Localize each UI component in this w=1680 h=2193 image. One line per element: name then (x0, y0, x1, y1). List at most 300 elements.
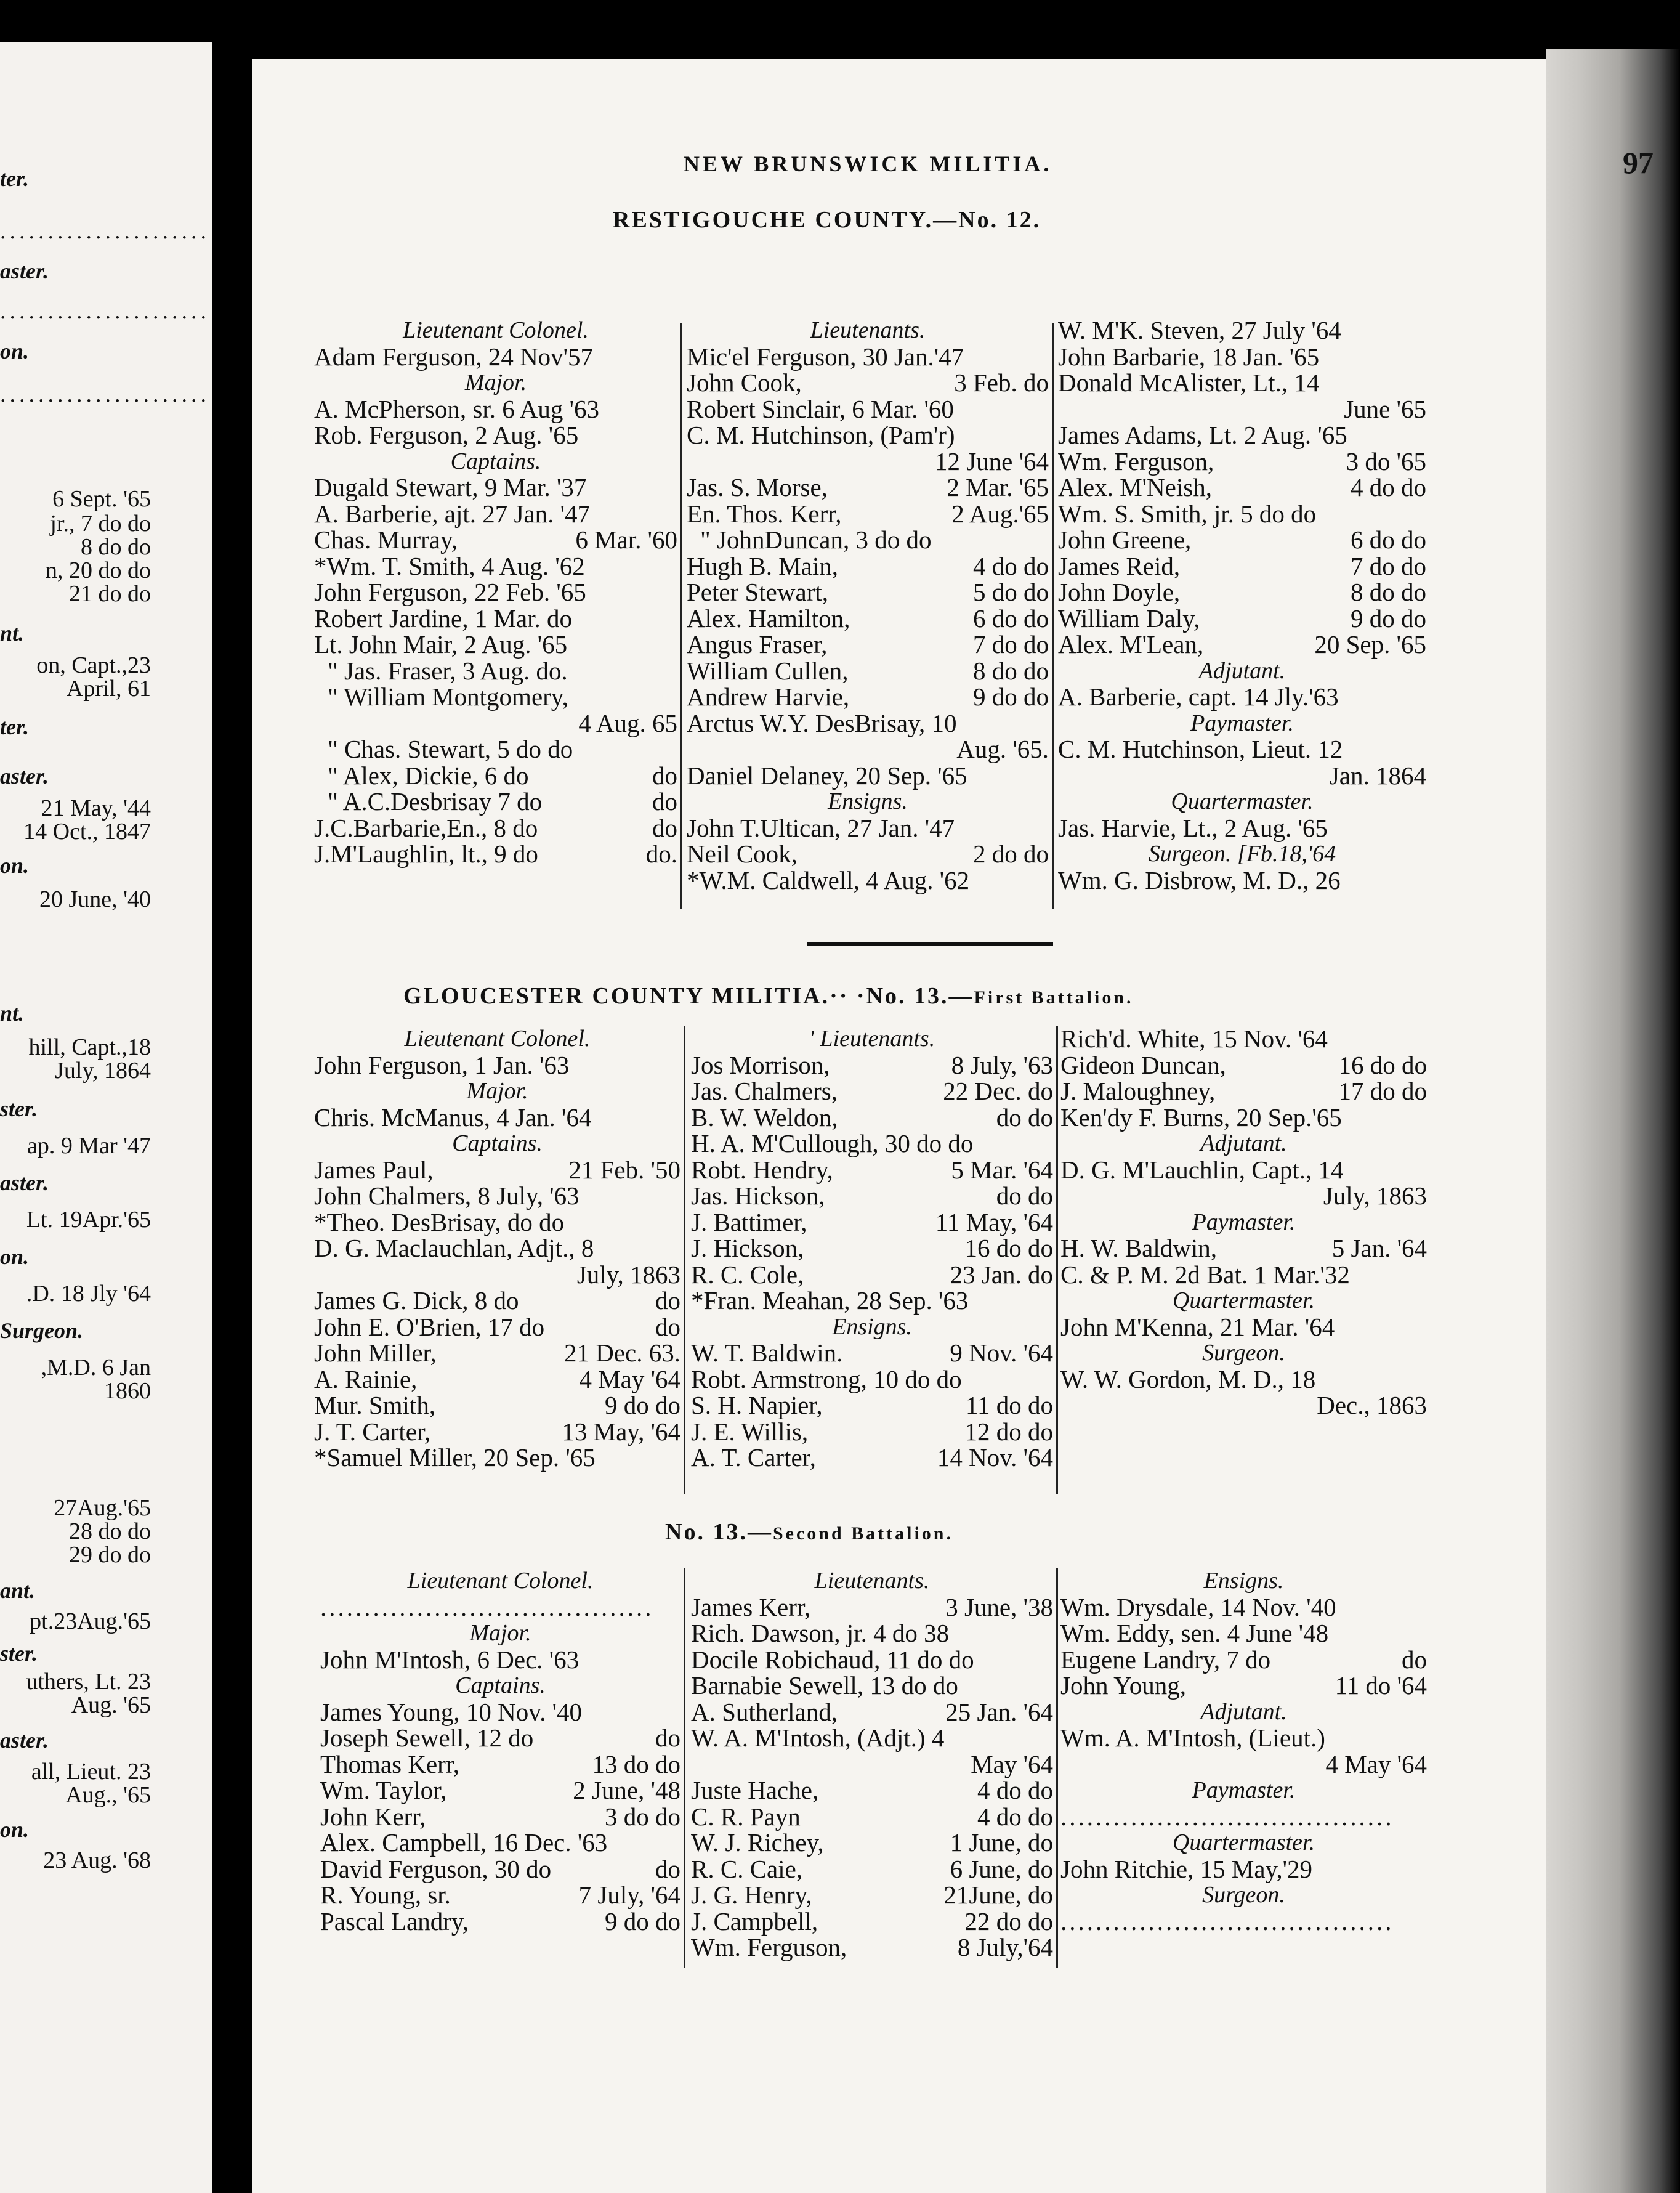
column-rule (680, 323, 682, 909)
left-page-line: jr., 7 do do (50, 511, 151, 537)
officer-entry (691, 1078, 1053, 1105)
officer-entry (320, 1882, 680, 1908)
officer-entry (687, 684, 1049, 710)
officer-entry (314, 1183, 680, 1209)
officer-entry (691, 1777, 1053, 1804)
entry-name: John Greene, (1058, 525, 1192, 554)
entry-name: J.M'Laughlin, lt., 9 do (314, 840, 538, 868)
entry-date: 3 Feb. do (954, 368, 1049, 397)
officer-entry (314, 1419, 680, 1445)
entry-name: Ken'dy F. Burns, 20 Sep.'65 (1060, 1103, 1342, 1132)
entry-name: Neil Cook, (687, 840, 798, 868)
entry-date: 9 do do (973, 683, 1049, 711)
entry-name: *Fran. Meahan, 28 Sep. '63 (691, 1286, 969, 1315)
left-page-line: ...................... (0, 298, 210, 324)
entry-date: 21 Dec. 63. (563, 1339, 680, 1367)
officer-entry (320, 1699, 680, 1725)
entry-name: Gideon Duncan, (1060, 1050, 1226, 1079)
left-page-line: 21 do do (69, 581, 151, 607)
rank-heading: Adjutant. (1200, 1130, 1287, 1156)
title-smallcaps: First Battalion. (974, 987, 1134, 1008)
entry-date: 9 Nov. '64 (950, 1339, 1053, 1367)
running-head: NEW BRUNSWICK MILITIA. (684, 152, 1052, 176)
left-page-line: Surgeon. (0, 1318, 84, 1343)
entry-date: 8 do do (973, 656, 1049, 685)
entry-name: Peter Stewart, (687, 578, 828, 606)
entry-date: May '64 (971, 1749, 1053, 1778)
entry-name: A. Barberie, ajt. 27 Jan. '47 (314, 499, 591, 528)
entry-name: *Wm. T. Smith, 4 Aug. '62 (314, 551, 585, 580)
officer-entry (691, 1699, 1053, 1725)
entry-name: Mic'el Ferguson, 30 Jan.'47 (687, 342, 964, 371)
entry-date: 6 do do (1351, 525, 1426, 554)
rank-heading: Quartermaster. (1172, 1830, 1315, 1855)
officer-entry (691, 1620, 1053, 1647)
officer-entry (687, 658, 1049, 684)
entry-date: 23 Jan. do (950, 1260, 1053, 1289)
entry-name: John Ferguson, 1 Jan. '63 (314, 1050, 570, 1079)
entry-name: J. Battimer, (691, 1207, 807, 1236)
officer-entry (1060, 1392, 1427, 1419)
left-page-line: April, 61 (66, 676, 151, 702)
entry-date: 4 do do (1351, 473, 1426, 501)
entry-name: A. T. Carter, (691, 1443, 816, 1472)
page-number: 97 (1623, 145, 1654, 180)
officer-entry (1058, 553, 1426, 580)
rank-heading: Lieutenants. (810, 317, 926, 343)
entry-date: 11 do do (966, 1391, 1053, 1419)
officer-entry (1060, 1026, 1427, 1052)
entry-date: do do (996, 1182, 1053, 1210)
entry-date: 9 do do (605, 1391, 680, 1419)
entry-name: W. T. Baldwin. (691, 1339, 843, 1367)
rank-heading: Surgeon. (1202, 1340, 1285, 1366)
entry-name: Alex. Campbell, 16 Dec. '63 (320, 1828, 608, 1857)
officer-entry (314, 1052, 680, 1079)
officer-entry (314, 1262, 680, 1288)
entry-name: Alex. M'Lean, (1058, 630, 1204, 659)
entry-date: 16 do do (1338, 1050, 1427, 1079)
officer-entry (1058, 370, 1426, 396)
officer-entry (1058, 867, 1426, 894)
restigouche-column-2 (687, 317, 1049, 893)
entry-name: Jas. Hickson, (691, 1182, 825, 1210)
entry-name: John Barbarie, 18 Jan. '65 (1058, 342, 1320, 371)
officer-entry (687, 553, 1049, 580)
entry-date: Aug. '65. (956, 735, 1049, 763)
entry-date: do (652, 761, 677, 790)
column-rule (1056, 1568, 1058, 1968)
vacant-entry: ...................................... (320, 1592, 654, 1621)
entry-name: En. Thos. Kerr, (687, 499, 842, 528)
entry-date: do (655, 1286, 680, 1315)
officer-entry (314, 606, 677, 632)
officer-entry (320, 1725, 680, 1751)
page-edge (1546, 49, 1680, 2193)
officer-entry (687, 763, 1049, 789)
gloucester-first-column-3 (1060, 1026, 1427, 1419)
entry-name: James Young, 10 Nov. '40 (320, 1697, 583, 1726)
vacant-entry: ...................................... (1060, 1907, 1394, 1936)
left-page-line: ...................... (0, 218, 210, 244)
officer-entry (1058, 763, 1426, 789)
entry-date: July, 1863 (1323, 1182, 1427, 1210)
entry-name: Robert Jardine, 1 Mar. do (314, 604, 573, 633)
entry-name: A. McPherson, sr. 6 Aug '63 (314, 394, 599, 423)
officer-entry (314, 841, 677, 867)
entry-name: Robt. Armstrong, 10 do do (691, 1364, 962, 1393)
left-page-line: nt. (0, 1001, 25, 1026)
entry-name: Dugald Stewart, 9 Mar. '37 (314, 473, 587, 501)
entry-date: 20 Sep. '65 (1314, 630, 1426, 659)
left-page-line: 23 Aug. '68 (43, 1847, 151, 1873)
officer-entry (1060, 1235, 1427, 1262)
entry-name: Chas. Murray, (314, 525, 458, 554)
entry-name: William Daly, (1058, 604, 1200, 633)
officer-entry (314, 579, 677, 606)
officer-entry (314, 1340, 680, 1366)
entry-name: Pascal Landry, (320, 1907, 469, 1936)
entry-name: Jos Morrison, (691, 1050, 830, 1079)
officer-entry (1058, 684, 1426, 710)
left-page-line: nt. (0, 621, 25, 646)
officer-entry (687, 370, 1049, 396)
officer-entry (691, 1647, 1053, 1673)
vacant-entry: ...................................... (1060, 1802, 1394, 1831)
officer-entry (1060, 1647, 1427, 1673)
left-page-line: Aug., '65 (65, 1782, 151, 1808)
entry-date: 5 do do (973, 578, 1049, 606)
officer-entry (1060, 1183, 1427, 1209)
officer-entry (1058, 527, 1426, 553)
entry-date: 22 do do (964, 1907, 1053, 1936)
left-page-line: 1860 (104, 1378, 151, 1404)
officer-entry (314, 684, 677, 710)
officer-entry (314, 344, 677, 370)
entry-name: Wm. A. M'Intosh, (Lieut.) (1060, 1724, 1325, 1752)
entry-name: Alex. M'Neish, (1058, 473, 1212, 501)
entry-name: Wm. Ferguson, (1058, 447, 1214, 476)
entry-date: 16 do do (964, 1234, 1053, 1262)
entry-name: Eugene Landry, 7 do (1060, 1645, 1271, 1674)
officer-entry (687, 344, 1049, 370)
entry-date: 25 Jan. '64 (945, 1697, 1053, 1726)
entry-name: Mur. Smith, (314, 1391, 436, 1419)
left-page-line: all, Lieut. 23 (31, 1759, 151, 1785)
column-rule (684, 1568, 685, 1968)
rank-heading: ' Lieutenants. (809, 1026, 935, 1052)
rank-heading: Paymaster. (1192, 1777, 1296, 1803)
officer-entry (320, 1647, 680, 1673)
entry-name: Jas. S. Morse, (687, 473, 828, 501)
entry-name: Lt. John Mair, 2 Aug. '65 (314, 630, 568, 659)
rank-heading: Major. (464, 370, 527, 395)
entry-date: 5 Mar. '64 (951, 1155, 1053, 1184)
entry-name: John M'Intosh, 6 Dec. '63 (320, 1645, 580, 1674)
officer-entry (1060, 1856, 1427, 1883)
rank-heading: Ensigns. (828, 788, 908, 814)
entry-name: " William Montgomery, (328, 683, 568, 711)
entry-name: *Samuel Miller, 20 Sep. '65 (314, 1443, 596, 1472)
entry-date: 6 Mar. '60 (575, 525, 677, 554)
officer-entry (691, 1183, 1053, 1209)
officer-entry (314, 1209, 680, 1236)
officer-entry (1060, 1672, 1427, 1699)
entry-name: C. & P. M. 2d Bat. 1 Mar.'32 (1060, 1260, 1350, 1289)
entry-name: Donald McAlister, Lt., 14 (1058, 368, 1320, 397)
left-page-fragment (0, 42, 212, 2193)
entry-name: Daniel Delaney, 20 Sep. '65 (687, 761, 967, 790)
officer-entry (314, 527, 677, 553)
entry-date: 8 July, '63 (951, 1050, 1053, 1079)
officer-entry (1058, 631, 1426, 658)
entry-date: Dec., 1863 (1317, 1391, 1427, 1419)
main-page (252, 59, 1654, 2193)
entry-name: W. J. Richey, (691, 1828, 824, 1857)
entry-date: 13 May, '64 (562, 1417, 680, 1446)
entry-name: John Cook, (687, 368, 802, 397)
left-page-line: aster. (0, 764, 49, 788)
entry-name: John Miller, (314, 1339, 437, 1367)
entry-date: 22 Dec. do (943, 1077, 1053, 1105)
entry-name: James Reid, (1058, 551, 1181, 580)
officer-entry (687, 710, 1049, 737)
officer-entry (691, 1366, 1053, 1393)
officer-entry (687, 396, 1049, 423)
entry-name: " JohnDuncan, 3 do do (700, 525, 932, 554)
left-page-line: on, Capt.,23 (36, 652, 151, 678)
entry-name: *Theo. DesBrisay, do do (314, 1207, 565, 1236)
left-page-line: ster. (0, 1096, 38, 1121)
entry-name: C. M. Hutchinson, (Pam'r) (687, 421, 955, 449)
entry-name: Joseph Sewell, 12 do (320, 1724, 534, 1752)
officer-entry (314, 1392, 680, 1419)
entry-date: 4 do do (977, 1776, 1053, 1804)
officer-entry (1058, 396, 1426, 423)
officer-entry (687, 736, 1049, 763)
entry-name: Wm. Ferguson, (691, 1933, 847, 1961)
officer-entry (314, 1445, 680, 1471)
officer-entry (691, 1262, 1053, 1288)
entry-name: R. C. Caie, (691, 1854, 803, 1883)
entry-name: Wm. Taylor, (320, 1776, 447, 1804)
rank-heading: Surgeon. [Fb.18,'64 (1148, 841, 1336, 867)
entry-date: 12 do do (964, 1417, 1053, 1446)
officer-entry (320, 1751, 680, 1778)
officer-entry (691, 1157, 1053, 1183)
officer-entry (1058, 422, 1426, 448)
officer-entry (687, 474, 1049, 501)
left-page-line: .D. 18 Jly '64 (26, 1281, 151, 1307)
entry-name: John Chalmers, 8 July, '63 (314, 1182, 580, 1210)
officer-entry (1058, 501, 1426, 527)
entry-name: B. W. Weldon, (691, 1103, 838, 1132)
entry-date: 2 June, '48 (573, 1776, 680, 1804)
gloucester-second-column-3 (1060, 1568, 1427, 1934)
entry-name: D. G. Maclauchlan, Adjt., 8 (314, 1234, 594, 1262)
entry-name: A. Rainie, (314, 1364, 418, 1393)
officer-entry (687, 815, 1049, 841)
entry-name: J. G. Henry, (691, 1881, 812, 1909)
entry-name: James Adams, Lt. 2 Aug. '65 (1058, 421, 1347, 449)
left-page-line: July, 1864 (55, 1058, 151, 1084)
entry-name: Arctus W.Y. DesBrisay, 10 (687, 708, 957, 737)
rank-heading: Ensigns. (1203, 1568, 1284, 1594)
officer-entry (1060, 1105, 1427, 1131)
entry-date: 6 do do (973, 604, 1049, 633)
officer-entry (314, 501, 677, 527)
entry-date: 2 do do (973, 840, 1049, 868)
entry-date: do. (645, 840, 677, 868)
entry-date: 7 do do (973, 630, 1049, 659)
entry-date: 6 June, do (950, 1854, 1053, 1883)
entry-date: 21 Feb. '50 (568, 1155, 680, 1184)
entry-name: Jas. Chalmers, (691, 1077, 838, 1105)
section-divider-rule (807, 942, 1053, 946)
entry-date: 9 do do (605, 1907, 680, 1936)
entry-name: *W.M. Caldwell, 4 Aug. '62 (687, 865, 970, 894)
rank-heading: Paymaster. (1190, 710, 1294, 736)
officer-entry (687, 448, 1049, 475)
entry-name: Adam Ferguson, 24 Nov'57 (314, 342, 594, 371)
officer-entry (691, 1419, 1053, 1445)
entry-date: 17 do do (1338, 1077, 1427, 1105)
entry-name: Robt. Hendry, (691, 1155, 833, 1184)
entry-date: do do (996, 1103, 1053, 1132)
officer-entry (691, 1105, 1053, 1131)
left-page-line: uthers, Lt. 23 (26, 1669, 151, 1695)
entry-name: " Jas. Fraser, 3 Aug. do. (328, 656, 568, 685)
entry-date: June '65 (1344, 394, 1426, 423)
officer-entry (314, 474, 677, 501)
left-page-line: 29 do do (69, 1542, 151, 1568)
entry-date: 11 do '64 (1335, 1671, 1427, 1700)
officer-entry (314, 815, 677, 841)
officer-entry (1060, 1157, 1427, 1183)
entry-name: " Chas. Stewart, 5 do do (328, 735, 573, 763)
officer-entry (691, 1934, 1053, 1961)
entry-date: 3 June, '38 (945, 1592, 1053, 1621)
rank-heading: Adjutant. (1200, 1698, 1287, 1725)
entry-name: John Kerr, (320, 1802, 426, 1831)
entry-name: Andrew Harvie, (687, 683, 850, 711)
entry-date: 3 do do (605, 1802, 680, 1831)
left-page-line: aster. (0, 1728, 49, 1753)
entry-name: Wm. G. Disbrow, M. D., 26 (1058, 865, 1341, 894)
left-page-line: on. (0, 1244, 30, 1269)
entry-date: 8 do do (1351, 578, 1426, 606)
rank-heading: Lieutenants. (814, 1568, 930, 1594)
entry-name: John T.Ultican, 27 Jan. '47 (687, 813, 955, 842)
officer-entry (314, 710, 677, 737)
entry-name: James Paul, (314, 1155, 434, 1184)
officer-entry (1060, 1052, 1427, 1079)
entry-name: Juste Hache, (691, 1776, 819, 1804)
officer-entry (314, 1314, 680, 1340)
left-page-line: ter. (0, 166, 30, 191)
rank-heading: Quartermaster. (1172, 1287, 1315, 1313)
officer-entry (320, 1804, 680, 1830)
officer-entry (314, 1157, 680, 1183)
officer-entry (691, 1908, 1053, 1935)
entry-name: " A.C.Desbrisay 7 do (328, 787, 543, 816)
entry-date: do (1402, 1645, 1427, 1674)
entry-name: J. Maloughney, (1060, 1077, 1216, 1105)
rank-heading: Captains. (450, 448, 541, 474)
column-rule (1052, 323, 1054, 909)
entry-name: Jas. Harvie, Lt., 2 Aug. '65 (1058, 813, 1328, 842)
officer-entry (1058, 317, 1426, 344)
left-page-line: ster. (0, 1641, 38, 1666)
entry-name: Robert Sinclair, 6 Mar. '60 (687, 394, 954, 423)
officer-entry (1060, 1725, 1427, 1751)
officer-entry (320, 1777, 680, 1804)
entry-name: Rob. Ferguson, 2 Aug. '65 (314, 421, 579, 449)
entry-date: 4 do do (973, 551, 1049, 580)
title-smallcaps: Second Battalion. (772, 1523, 953, 1544)
officer-entry (314, 1235, 680, 1262)
entry-date: 2 Mar. '65 (947, 473, 1049, 501)
entry-name: Rich. Dawson, jr. 4 do 38 (691, 1619, 950, 1647)
section-title-gloucester-second (665, 1518, 953, 1546)
officer-entry (314, 553, 677, 580)
officer-entry (314, 736, 677, 763)
entry-name: James Kerr, (691, 1592, 811, 1621)
entry-name: W. M'K. Steven, 27 July '64 (1058, 316, 1341, 344)
officer-entry (1060, 1751, 1427, 1778)
officer-entry (1058, 474, 1426, 501)
officer-entry (1058, 736, 1426, 763)
entry-name: J. Campbell, (691, 1907, 818, 1936)
entry-name: Docile Robichaud, 11 do do (691, 1645, 974, 1674)
entry-date: 5 Jan. '64 (1331, 1234, 1427, 1262)
entry-date: do (652, 813, 677, 842)
entry-date: 7 July, '64 (578, 1881, 680, 1909)
officer-entry (687, 422, 1049, 448)
left-page-line: ter. (0, 715, 30, 739)
officer-entry (687, 631, 1049, 658)
officer-entry (1060, 1262, 1427, 1288)
entry-date: 9 do do (1351, 604, 1426, 633)
entry-name: W. W. Gordon, M. D., 18 (1060, 1364, 1316, 1393)
officer-entry (314, 763, 677, 789)
left-page-line: on. (0, 339, 30, 363)
section-title-gloucester-first (403, 983, 1134, 1010)
entry-name: W. A. M'Intosh, (Adjt.) 4 (691, 1724, 945, 1752)
entry-date: 4 May '64 (1325, 1749, 1427, 1778)
rank-heading: Captains. (455, 1672, 546, 1698)
officer-entry (1058, 815, 1426, 841)
officer-entry (314, 1105, 680, 1131)
entry-name: R. Young, sr. (320, 1881, 451, 1909)
entry-name: Wm. S. Smith, jr. 5 do do (1058, 499, 1317, 528)
entry-name: " Alex, Dickie, 6 do (328, 761, 529, 790)
officer-entry (320, 1908, 680, 1935)
officer-entry (691, 1235, 1053, 1262)
entry-name: J. Hickson, (691, 1234, 804, 1262)
officer-entry (687, 867, 1049, 894)
section-title-restigouche: RESTIGOUCHE COUNTY.—No. 12. (613, 207, 1041, 233)
entry-date: 13 do do (592, 1749, 680, 1778)
left-page-line: ...................... (0, 381, 210, 407)
gloucester-first-column-2 (691, 1026, 1053, 1471)
entry-name: Wm. Eddy, sen. 4 June '48 (1060, 1619, 1329, 1647)
left-page-line: pt.23Aug.'65 (30, 1608, 151, 1634)
book-gutter (212, 0, 252, 2193)
entry-date: do (652, 787, 677, 816)
entry-date: 7 do do (1351, 551, 1426, 580)
entry-name: John Young, (1060, 1671, 1186, 1700)
